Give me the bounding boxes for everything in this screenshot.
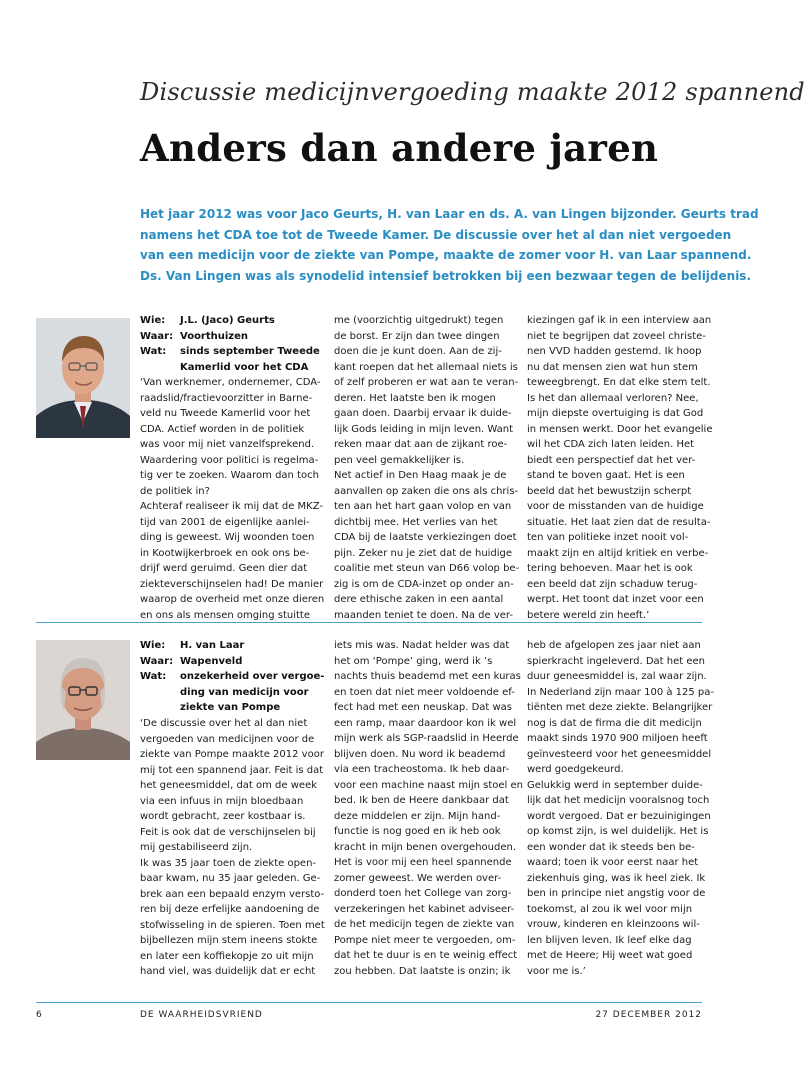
text-line: vergoeden van medicijnen voor de <box>140 733 315 745</box>
text-line: en toen dat niet meer voldoende ef- <box>334 686 515 698</box>
text-line: coalitie met steun van D66 volop be- <box>334 563 520 574</box>
text-line: Net actief in Den Haag maak je de <box>334 470 507 481</box>
footer-divider <box>36 1002 702 1003</box>
meta-where <box>140 654 320 670</box>
profile-van-laar-column-1 <box>140 716 325 980</box>
text-line: stofwisseling in de spieren. Toen met <box>140 919 325 931</box>
text-line: betere wereld zin heeft.’ <box>527 609 650 621</box>
text-line: ding is geweest. Wij woonden toen <box>140 532 315 543</box>
text-line: nachts thuis beademd met een kuras <box>334 671 521 682</box>
publication-name: DE WAARHEIDSVRIEND <box>140 1010 263 1020</box>
text-line: niet te begrijpen dat zoveel christe- <box>527 330 706 342</box>
text-line: ben in principe niet angstig voor de <box>527 888 706 899</box>
text-line: deren. Het laatste ben ik mogen <box>334 392 496 404</box>
text-line: Is het dan allemaal verloren? Nee, <box>527 392 699 404</box>
text-line: maanden teniet te doen. Na de ver- <box>334 609 513 621</box>
text-line: pijn. Zeker nu je ziet dat de huidige <box>334 547 513 559</box>
text-line: ten van politieke inzet nooit vol- <box>527 532 689 543</box>
meta-key: Wat: <box>140 671 167 682</box>
text-line: wil het CDA zich laten leiden. Het <box>527 439 695 450</box>
portrait-h-van-laar <box>36 640 130 760</box>
text-line: of zelf proberen er wat aan te veran- <box>334 377 519 388</box>
text-line: kant roepen dat het allemaal niets is <box>334 361 518 373</box>
text-line: dat het te duur is en te weinig effect <box>334 950 518 961</box>
text-line: stand te boven gaat. Het is een <box>527 470 685 481</box>
text-line: kiezingen gaf ik in een interview aan <box>527 315 712 326</box>
meta-value: ding van medicijn voor <box>180 686 309 698</box>
text-line: tig ver te zoeken. Waarom dan toch <box>140 470 319 481</box>
text-line: lijk dat het medicijn vooralsnog toch <box>527 795 710 806</box>
meta-value: sinds september Tweede <box>180 346 320 357</box>
text-line: In Nederland zijn maar 100 à 125 pa- <box>527 686 715 698</box>
portrait-photo-icon <box>36 640 130 760</box>
text-line: mijn werk als SGP-raadslid in Heerde <box>334 733 519 744</box>
profile-van-laar-column-3 <box>527 638 715 979</box>
text-line: me (voorzichtig uitgedrukt) tegen <box>334 315 504 326</box>
text-line: voor een machine naast mijn stoel en <box>334 779 523 791</box>
text-line: biedt een perspectief dat het ver- <box>527 454 696 466</box>
text-line: was voor mij niet vanzelfsprekend. <box>140 439 315 450</box>
text-line: lijk Gods leiding in mijn leven. Want <box>334 423 514 435</box>
text-line: een ramp, maar daardoor kon ik wel <box>334 717 517 729</box>
meta-who <box>140 638 320 654</box>
text-line: de het medicijn tegen de ziekte van <box>334 919 515 930</box>
text-line: bijbellezen mijn stem ineens stokte <box>140 935 318 946</box>
text-line: maakt zijn en altijd kritiek en verbe- <box>527 547 709 559</box>
text-line: pen veel gemakkelijker is. <box>334 454 465 466</box>
meta-what-cont <box>140 360 320 376</box>
text-line: nen VVD hadden gestemd. Ik hoop <box>527 346 702 357</box>
text-line: via een tracheostoma. Ik heb daar- <box>334 764 510 775</box>
text-line: geïnvesteerd voor het geneesmiddel <box>527 748 712 760</box>
text-line: reken maar dat aan de zijkant roe- <box>334 439 508 450</box>
text-line: voor de misstanden van de huidige <box>527 501 704 512</box>
text-line: dichtbij mee. Het verlies van het <box>334 516 498 528</box>
text-line: werpt. Het toont dat inzet voor een <box>527 594 704 605</box>
text-line: hand viel, was duidelijk dat er echt <box>140 966 316 977</box>
text-line: zig is om de CDA-inzet op onder an- <box>334 578 514 590</box>
text-line: veld nu Tweede Kamerlid voor het <box>140 408 311 419</box>
meta-value: Kamerlid voor het CDA <box>180 361 309 373</box>
text-line: duur geneesmiddel is, zal waar zijn. <box>527 671 707 682</box>
text-line: deze middelen er zijn. Mijn hand- <box>334 810 501 822</box>
text-line: Pompe niet meer te vergoeden, om- <box>334 934 516 946</box>
text-line: ziekenhuis ging, was ik heel ziek. Ik <box>527 872 706 884</box>
meta-what <box>140 344 320 360</box>
text-line: CDA bij de laatste verkiezingen doet <box>334 532 517 543</box>
profile-geurts-column-2 <box>334 313 520 623</box>
text-line: een beeld dat zijn schaduw terug- <box>527 578 698 590</box>
text-line: in Kootwijkerbroek en ook ons be- <box>140 547 310 559</box>
text-line: met de Heere; Hij weet wat goed <box>527 950 693 961</box>
meta-where <box>140 329 320 345</box>
text-line: nog is dat de firma die dit medicijn <box>527 717 702 729</box>
meta-what <box>140 669 325 685</box>
meta-what-cont <box>140 700 320 716</box>
text-line: een wonder dat ik steeds ben be- <box>527 841 695 853</box>
text-line: en later een koffiekopje zo uit mijn <box>140 950 314 962</box>
text-line: gaan doen. Daarbij ervaar ik duide- <box>334 408 512 419</box>
text-line: ziekte van Pompe maakte 2012 voor <box>140 749 324 760</box>
text-line: toekomst, al zou ik wel voor mijn <box>527 903 693 915</box>
text-line: Waardering voor politici is regelma- <box>140 454 319 466</box>
meta-value: Wapenveld <box>180 655 243 667</box>
text-line: tiënten met deze ziekte. Belangrijker <box>527 702 713 713</box>
article-lead <box>140 204 759 286</box>
meta-key: Waar: <box>140 330 174 342</box>
text-line: kracht in mijn benen overgehouden. <box>334 841 517 853</box>
text-line: spierkracht ingeleverd. Dat het een <box>527 655 705 667</box>
page-number: 6 <box>36 1010 43 1020</box>
text-line: de politiek in? <box>140 485 210 497</box>
text-line: drijf werd geruimd. Geen dier dat <box>140 563 308 574</box>
text-line: mijn diepste overtuiging is dat God <box>527 408 704 419</box>
text-line: het om ‘Pompe’ ging, werd ik ’s <box>334 655 493 667</box>
lead-line: namens het CDA toe tot de Tweede Kamer. De discussie over het al dan niet vergoeden <box>140 227 732 242</box>
text-line: op komst zijn, is wel duidelijk. Het is <box>527 826 709 837</box>
text-line: Achteraf realiseer ik mij dat de MKZ- <box>140 501 323 512</box>
text-line: zomer geweest. We werden over- <box>334 872 502 884</box>
lead-line: Ds. Van Lingen was als synodelid intensief betrokken bij een bezwaar tegen de belijdenis. <box>140 268 752 283</box>
meta-value: Voorthuizen <box>180 330 249 342</box>
text-line: bed. Ik ben de Heere dankbaar dat <box>334 795 509 806</box>
portrait-photo-icon <box>36 318 130 438</box>
article-kicker: Discussie medicijnvergoeding maakte 2012 spannend <box>140 78 805 106</box>
text-line: vrouw, kinderen en kleinzoons wil- <box>527 919 700 930</box>
text-line: werd goedgekeurd. <box>527 764 624 775</box>
text-line: mij tot een spannend jaar. Feit is dat <box>140 764 324 776</box>
text-line: nu dat mensen zien wat hun stem <box>527 361 698 373</box>
text-line: CDA. Actief worden in de politiek <box>140 423 305 435</box>
text-line: baar kwam, nu 35 jaar geleden. Ge- <box>140 873 321 884</box>
text-line: wordt vergoed. Dat er bezuinigingen <box>527 810 711 822</box>
text-line: maakt sinds 1970 900 miljoen heeft <box>527 733 708 744</box>
text-line: blijven doen. Nu word ik beademd <box>334 748 506 760</box>
text-line: raadslid/fractievoorzitter in Barne- <box>140 392 313 404</box>
text-line: aanvallen op zaken die ons als chris- <box>334 485 519 497</box>
meta-what-cont <box>140 685 320 701</box>
text-line: donderd toen het College van zorg- <box>334 888 512 899</box>
profile-van-laar-column-2 <box>334 638 523 979</box>
article-headline: Anders dan andere jaren <box>140 126 659 170</box>
text-line: ten aan het hart gaan volop en van <box>334 501 512 512</box>
text-line: ‘Van werknemer, ondernemer, CDA- <box>140 377 321 388</box>
profile-meta-geurts <box>140 313 320 375</box>
lead-line: van een medicijn voor de ziekte van Pompe, maakte de zomer voor H. van Laar spannend. <box>140 248 752 262</box>
text-line: dere ethische zaken in een aantal <box>334 594 504 605</box>
profile-meta-van-laar <box>140 638 325 716</box>
text-line: fect had met een neuskap. Dat was <box>334 702 513 713</box>
meta-key: Wat: <box>140 346 167 357</box>
meta-value: J.L. (Jaco) Geurts <box>180 315 275 326</box>
text-line: doen die je kunt doen. Aan de zij- <box>334 346 502 357</box>
text-line: iets mis was. Nadat helder was dat <box>334 640 510 651</box>
text-line: brek aan een bepaald enzym versto- <box>140 888 325 900</box>
text-line: Het is voor mij een heel spannende <box>334 857 512 868</box>
text-line: Gelukkig werd in september duide- <box>527 779 703 791</box>
text-line: waarop de overheid met onze dieren <box>140 594 325 605</box>
lead-line: Het jaar 2012 was voor Jaco Geurts, H. van Laar en ds. A. van Lingen bijzonder. Geurts trad <box>140 207 759 221</box>
text-line: via een infuus in mijn bloedbaan <box>140 795 304 807</box>
text-line: verzekeringen het kabinet adviseer- <box>334 903 515 915</box>
meta-value: H. van Laar <box>180 640 245 651</box>
text-line: ziekteverschijnselen had! De manier <box>140 578 324 590</box>
meta-value: ziekte van Pompe <box>180 702 281 713</box>
text-line: ren bij deze erfelijke aandoening de <box>140 904 320 915</box>
meta-value: onzekerheid over vergoe- <box>180 671 325 682</box>
profile-geurts-column-3 <box>527 313 713 623</box>
text-line: teweegbrengt. En dat elke stem telt. <box>527 377 711 388</box>
text-line: Ik was 35 jaar toen de ziekte open- <box>140 857 317 869</box>
section-divider <box>36 622 702 623</box>
text-line: waard; toen ik voor eerst naar het <box>527 857 699 868</box>
text-line: voor me is.’ <box>527 965 586 977</box>
text-line: tijd van 2001 de eigenlijke aanlei- <box>140 516 310 528</box>
text-line: beeld dat het bewustzijn scherpt <box>527 485 692 497</box>
text-line: in mensen werkt. Door het evangelie <box>527 423 713 435</box>
text-line: situatie. Het laat zien dat de resulta- <box>527 516 711 528</box>
text-line: ‘De discussie over het al dan niet <box>140 718 308 729</box>
text-line: heb de afgelopen zes jaar niet aan <box>527 640 701 651</box>
issue-date: 27 DECEMBER 2012 <box>595 1010 702 1020</box>
text-line: len blijven leven. Ik leef elke dag <box>527 934 692 946</box>
text-line: zou hebben. Dat laatste is onzin; ik <box>334 965 511 977</box>
meta-key: Waar: <box>140 655 174 667</box>
portrait-jaco-geurts <box>36 318 130 438</box>
text-line: Feit is ook dat de verschijnselen bij <box>140 826 316 838</box>
text-line: en ons als mensen omging stuitte <box>140 609 311 621</box>
meta-key: Wie: <box>140 315 166 326</box>
profile-geurts-column-1 <box>140 375 325 623</box>
text-line: functie is nog goed en ik heb ook <box>334 826 501 837</box>
meta-key: Wie: <box>140 640 166 651</box>
meta-who <box>140 313 320 329</box>
text-line: het geneesmiddel, dat om de week <box>140 780 318 791</box>
text-line: de borst. Er zijn dan twee dingen <box>334 330 500 342</box>
text-line: mij gestabiliseerd zijn. <box>140 842 253 853</box>
text-line: tering behoeven. Maar het is ook <box>527 563 693 574</box>
text-line: wordt gebracht, zeer kostbaar is. <box>140 811 306 822</box>
